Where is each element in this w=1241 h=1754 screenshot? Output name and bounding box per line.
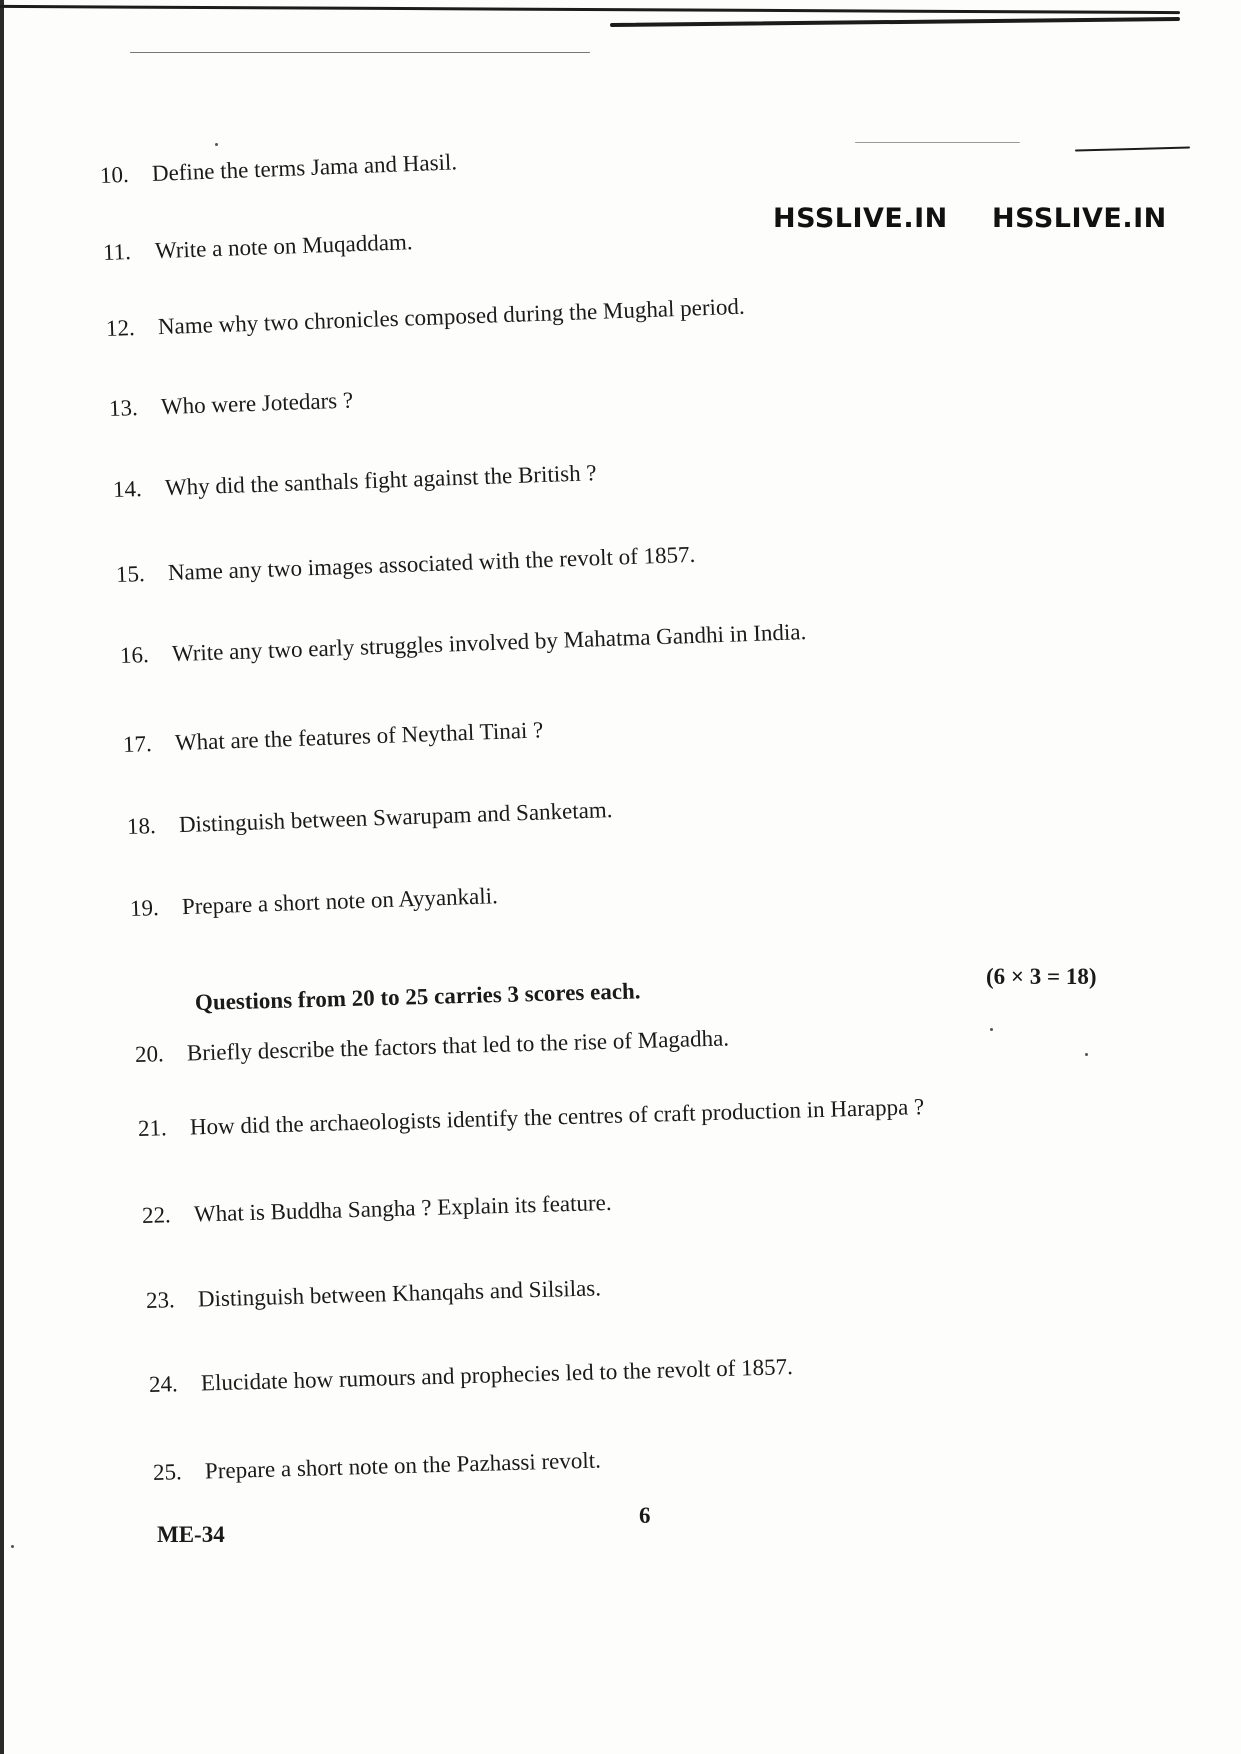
section-score: (6 × 3 = 18) [986,964,1097,989]
section-heading: Questions from 20 to 25 carries 3 scores each. [194,978,641,1015]
question-text: Why did the santhals fight against the British ? [164,460,597,501]
question-number: 20. [134,1041,165,1067]
scan-left-edge [0,0,4,1754]
question-text: What are the features of Neythal Tinai ? [174,717,544,756]
question-15 [116,542,696,588]
question-22 [142,1190,612,1229]
scan-top-rule-thick [610,17,1180,27]
scan-speck [215,143,218,146]
question-19 [130,883,499,922]
question-25 [153,1447,602,1485]
question-number: 25. [152,1459,183,1485]
watermark-right: HSSLIVE.IN [992,203,1167,234]
scan-top-rule [0,5,1180,14]
scan-right-mark [1075,146,1190,151]
question-text: Name any two images associated with the revolt of 1857. [167,541,696,586]
question-number: 23. [145,1287,176,1313]
question-text: Define the terms Jama and Hasil. [151,149,458,186]
question-number: 21. [137,1115,168,1141]
paper-code: ME-34 [157,1522,225,1547]
question-11 [103,229,413,266]
scan-faint-mark [855,142,1020,143]
question-number: 13. [108,395,139,421]
question-number: 11. [102,239,132,265]
question-text: Write a note on Muqaddam. [154,229,413,264]
question-23 [146,1275,602,1314]
question-number: 16. [119,642,150,668]
question-number: 24. [148,1371,179,1397]
question-18 [127,797,613,840]
question-number: 18. [126,813,157,839]
scan-speck [990,1028,993,1031]
question-number: 22. [141,1202,172,1228]
question-text: How did the archaeologists identify the centres of craft production in Harappa ? [189,1094,925,1140]
question-number: 19. [129,895,160,921]
question-13 [109,387,354,422]
question-text: What is Buddha Sangha ? Explain its feature. [193,1189,612,1227]
question-14 [113,460,597,503]
question-21 [138,1094,925,1142]
question-text: Elucidate how rumours and prophecies led to the revolt of 1857. [200,1354,794,1396]
scan-speck [11,1545,14,1548]
page-number: 6 [639,1503,651,1528]
question-text: Name why two chronicles composed during the Mughal period. [157,293,746,340]
question-24 [149,1354,794,1398]
question-number: 17. [122,731,153,757]
question-text: Prepare a short note on Ayyankali. [181,883,499,920]
question-number: 10. [99,161,130,188]
question-17 [123,717,544,758]
question-text: Distinguish between Swarupam and Sanketam. [178,797,613,838]
question-text: Prepare a short note on the Pazhassi revolt. [204,1447,602,1484]
question-text: Distinguish between Khanqahs and Silsilas. [197,1275,602,1312]
question-number: 12. [105,315,136,341]
question-number: 14. [112,476,143,502]
question-text: Write any two early struggles involved by Mahatma Gandhi in India. [171,619,807,667]
question-text: Who were Jotedars ? [160,387,354,420]
scan-dash-rule [130,52,590,53]
scan-speck [1085,1053,1088,1056]
question-12 [106,294,746,342]
question-10 [100,149,458,189]
watermark-left: HSSLIVE.IN [773,203,948,234]
question-16 [120,619,807,669]
question-number: 15. [115,561,146,587]
question-20 [135,1025,730,1068]
question-text: Briefly describe the factors that led to the rise of Magadha. [186,1025,730,1066]
